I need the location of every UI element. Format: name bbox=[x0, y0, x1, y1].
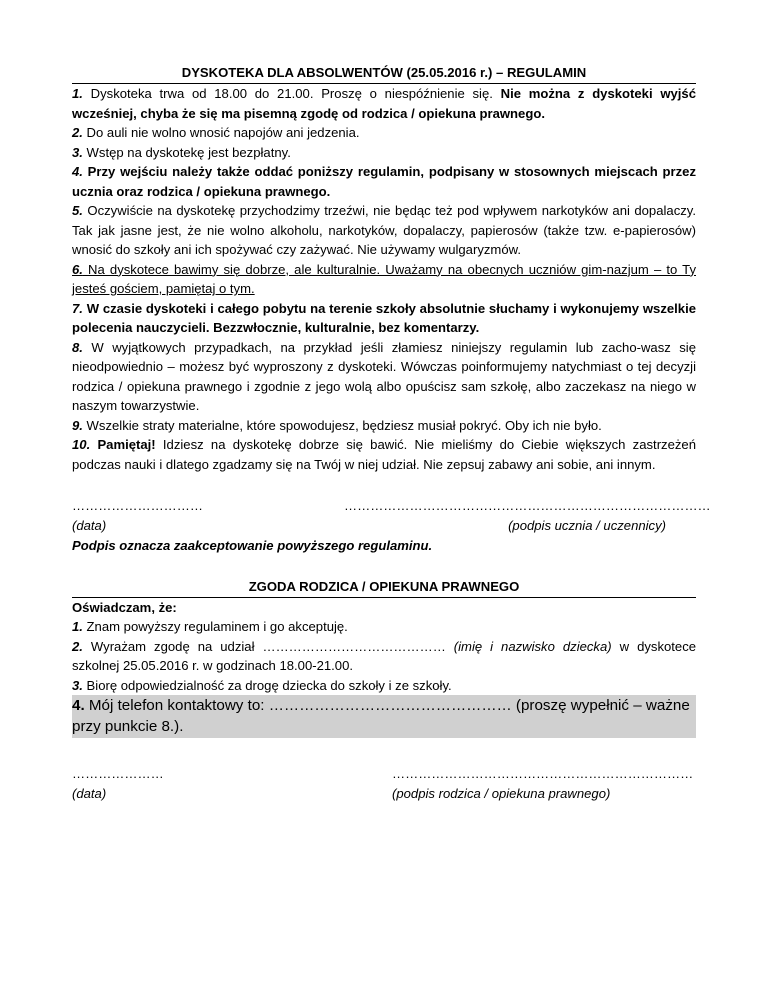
student-signature-label: (podpis ucznia / uczennicy) bbox=[508, 518, 666, 533]
student-signature-labels bbox=[72, 516, 696, 536]
acceptance-note: Podpis oznacza zaakceptowanie powyższego regulaminu. bbox=[72, 538, 433, 553]
student-signature-field[interactable]: ………………………………………………………………………… bbox=[344, 498, 711, 513]
rule-1: 1. Dyskoteka trwa od 18.00 do 21.00. Proszę o niespóźnienie się. Nie można z dyskoteki wyjść wcześniej, chyba że się ma pisemną zgodę od rodzica / opiekuna prawnego. bbox=[72, 86, 696, 121]
consent-item-2: 2. Wyrażam zgodę na udział …………………………………… (imię i nazwisko dziecka) w dyskotece szkolnej 25.05.2016 r. w godzinach 18.00-21.00. bbox=[72, 638, 697, 673]
student-date-label: (data) bbox=[72, 518, 107, 533]
rule-5: 5. Oczywiście na dyskotekę przychodzimy trzeźwi, nie będąc też pod wpływem narkotyków ani dopalaczy. Tak jak jasne jest, że nie wolno alkoholu, narkotyków, dopalaczy, papierosów (także tzw. e-papierosów) wnosić do szkoły ani ich spożywać czy zażywać. Nie używamy wulgaryzmów. bbox=[72, 203, 696, 257]
parent-signature-labels bbox=[72, 784, 696, 804]
parent-signature-label: (podpis rodzica / opiekuna prawnego) bbox=[392, 786, 611, 801]
rule-4: 4. Przy wejściu należy także oddać poniższy regulamin, podpisany w stosownych miejscach przez ucznia oraz rodzica / opiekuna prawnego. bbox=[72, 164, 696, 199]
student-date-field[interactable]: ………………………… bbox=[72, 498, 203, 513]
consent-item-1: 1. Znam powyższy regulaminem i go akceptuję. bbox=[72, 619, 348, 634]
rule-9: 9. Wszelkie straty materialne, które spowodujesz, będziesz musiał pokryć. Oby ich nie było. bbox=[72, 417, 602, 433]
rule-7: 7. W czasie dyskoteki i całego pobytu na terenie szkoły absolutnie słuchamy i wykonujemy wszelkie polecenia nauczycieli. Bezzwłocznie, kulturalnie, bez komentarzy. bbox=[72, 300, 696, 335]
child-name-field[interactable]: …………………………………… bbox=[262, 638, 446, 654]
zgoda-title: ZGODA RODZICA / OPIEKUNA PRAWNEGO bbox=[248, 578, 520, 594]
consent-item-4-phone[interactable]: 4. Mój telefon kontaktowy to: ………………………………………… (proszę wypełnić – ważne przy punkcie 8.). bbox=[72, 695, 696, 738]
consent-item-3: 3. Biorę odpowiedzialność za drogę dziecka do szkoły i ze szkoły. bbox=[72, 677, 452, 693]
parent-date-label: (data) bbox=[72, 786, 107, 801]
parent-signature-dots bbox=[72, 764, 696, 784]
student-signature-dots bbox=[72, 496, 711, 516]
rule-10: 10. Pamiętaj! Idziesz na dyskotekę dobrze się bawić. Nie mieliśmy do Ciebie większych zastrzeżeń podczas nauki i dlatego zgadzamy się na Twój w niej udział. Nie zepsuj zabawy ani sobie, ani innym. bbox=[72, 437, 696, 472]
declaration-heading: Oświadczam, że: bbox=[72, 599, 177, 615]
parent-signature-field[interactable]: …………………………………………………………… bbox=[392, 766, 694, 781]
rule-2: 2. Do auli nie wolno wnosić napojów ani jedzenia. bbox=[72, 125, 360, 140]
rule-8: 8. W wyjątkowych przypadkach, na przykład jeśli złamiesz niniejszy regulamin lub zacho-wasz się nieodpowiednio – możesz być wyproszony z dyskoteki. Wówczas poinformujemy natychmiast o tej decyzji rodzica / opiekuna prawnego i zgodnie z jego wolą albo opuścisz sam szkołę, albo zaczekasz na niego w naszym towarzystwie. bbox=[72, 339, 696, 413]
document-page bbox=[72, 62, 711, 804]
regulamin-title: DYSKOTEKA DLA ABSOLWENTÓW (25.05.2016 r.) – REGULAMIN bbox=[181, 65, 587, 80]
parent-date-field[interactable]: ………………… bbox=[72, 766, 164, 781]
rule-6: 6. Na dyskotece bawimy się dobrze, ale kulturalnie. Uważamy na obecnych uczniów gim-nazjum – to Ty jesteś gościem, pamiętaj o tym. bbox=[72, 261, 696, 296]
rule-3: 3. Wstęp na dyskotekę jest bezpłatny. bbox=[72, 144, 291, 160]
